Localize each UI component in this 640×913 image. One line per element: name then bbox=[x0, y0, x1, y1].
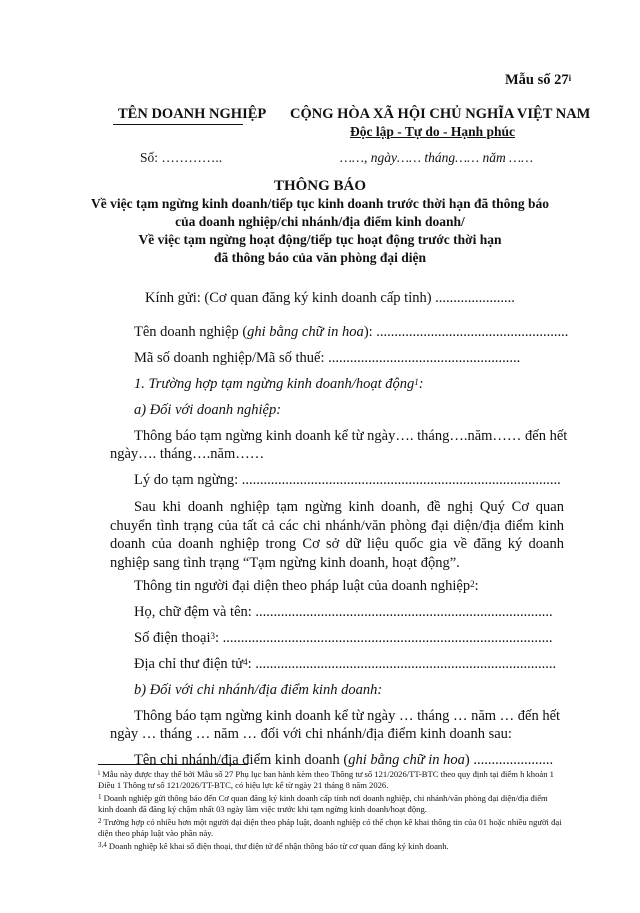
footnote-3-4: $^{3,4}$ Doanh nghiệp kê khai số điện thoại, thư điện tử để nhận thông báo từ cơ quan đăng ký kinh doanh. bbox=[98, 840, 449, 851]
request-paragraph: Sau khi doanh nghiệp tạm ngừng kinh doanh, đề nghị Quý Cơ quan chuyển tình trạng của tất cả các chi nhánh/văn phòng đại diện/địa điểm kinh doanh của doanh nghiệp trong Cơ sở dữ liệu quốc gia về đăng ký doanh nghiệp sang tình trạng “Tạm ngừng kinh doanh, hoạt động”. bbox=[110, 499, 564, 571]
section-1a-heading: a) Đối với doanh nghiệp: bbox=[134, 402, 282, 418]
subtitle-line-2: của doanh nghiệp/chi nhánh/địa điểm kinh doanh/ bbox=[175, 214, 465, 229]
document-date: ……, ngày…… tháng…… năm …… bbox=[340, 150, 534, 165]
branch-notice-line-1: Thông báo tạm ngừng kinh doanh kể từ ngày … tháng … năm … đến hết bbox=[134, 708, 561, 724]
legal-rep-heading: Thông tin người đại diện theo pháp luật của doanh nghiệp$^2$: bbox=[134, 578, 479, 594]
company-name-heading: TÊN DOANH NGHIỆP bbox=[118, 106, 267, 122]
section-1b-heading: b) Đối với chi nhánh/địa điểm kinh doanh: bbox=[134, 682, 383, 698]
republic-title: CỘNG HÒA XÃ HỘI CHỦ NGHĨA VIỆT NAM bbox=[290, 106, 591, 122]
footnote-1: $^1$ Doanh nghiệp gửi thông báo đến Cơ quan đăng ký kinh doanh cấp tỉnh nơi doanh nghiệp, chi nhánh/văn phòng đại diện/địa điểm kinh doanh đã đăng ký chậm nhất 03 ngày làm việc trước khi tạm ngừng kinh doanh/hoạt động. bbox=[98, 792, 548, 814]
section-1-heading: 1. Trường hợp tạm ngừng kinh doanh/hoạt động$^1$: bbox=[134, 376, 424, 392]
subtitle-line-3: Về việc tạm ngừng hoạt động/tiếp tục hoạt động trước thời hạn bbox=[138, 232, 502, 247]
motto: Độc lập - Tự do - Hạnh phúc bbox=[350, 124, 516, 139]
notice-line-1: Thông báo tạm ngừng kinh doanh kể từ ngày…. tháng….năm…… đến hết bbox=[134, 428, 568, 444]
document-number: Số: ………….. bbox=[140, 150, 223, 165]
footnote-i: $^i$ Mẫu này được thay thế bởi Mẫu số 27 Phụ lục ban hành kèm theo Thông tư số 121/2026/TT-BTC theo quy định tại điểm h khoản 1 Điều 1 Thông tư số 121/2026/TT-BTC, có hiệu lực kể từ ngày 21 tháng 8 năm 2026. bbox=[98, 768, 554, 790]
phone-field: Số điện thoại$^3$: ........................................................................................... bbox=[134, 630, 553, 646]
company-name-field: Tên doanh nghiệp (ghi bằng chữ in hoa): ..................................................... bbox=[134, 324, 569, 340]
reason-field: Lý do tạm ngừng: ........................................................................................ bbox=[134, 472, 561, 488]
email-field: Địa chỉ thư điện tử$^4$: ................................................................................... bbox=[134, 656, 557, 672]
company-underline bbox=[113, 124, 243, 125]
fullname-field: Họ, chữ đệm và tên: .................................................................................. bbox=[134, 604, 553, 620]
addressee: Kính gửi: (Cơ quan đăng ký kinh doanh cấp tỉnh) ...................... bbox=[145, 290, 515, 306]
footnote-separator bbox=[98, 764, 248, 765]
form-number: Mẫu số 27$^i$ bbox=[505, 72, 572, 88]
document-title: THÔNG BÁO bbox=[273, 178, 367, 194]
branch-notice-line-2: ngày … tháng … năm … đối với chi nhánh/địa điểm kinh doanh sau: bbox=[110, 726, 512, 742]
subtitle-line-1: Về việc tạm ngừng kinh doanh/tiếp tục kinh doanh trước thời hạn đã thông báo bbox=[90, 196, 549, 211]
tax-code-field: Mã số doanh nghiệp/Mã số thuế: ..................................................... bbox=[134, 350, 521, 366]
notice-line-2: ngày…. tháng….năm…… bbox=[110, 446, 265, 462]
footnote-2: $^2$ Trường hợp có nhiều hơn một người đại diện theo pháp luật, doanh nghiệp có thể chọn kê khai thông tin của 01 hoặc nhiều người đại diện theo pháp luật vào phần này. bbox=[98, 816, 562, 838]
branch-name-field: Tên chi nhánh/địa điểm kinh doanh (ghi bằng chữ in hoa) ...................... bbox=[134, 752, 554, 768]
subtitle-line-4: đã thông báo của văn phòng đại diện bbox=[214, 250, 426, 265]
